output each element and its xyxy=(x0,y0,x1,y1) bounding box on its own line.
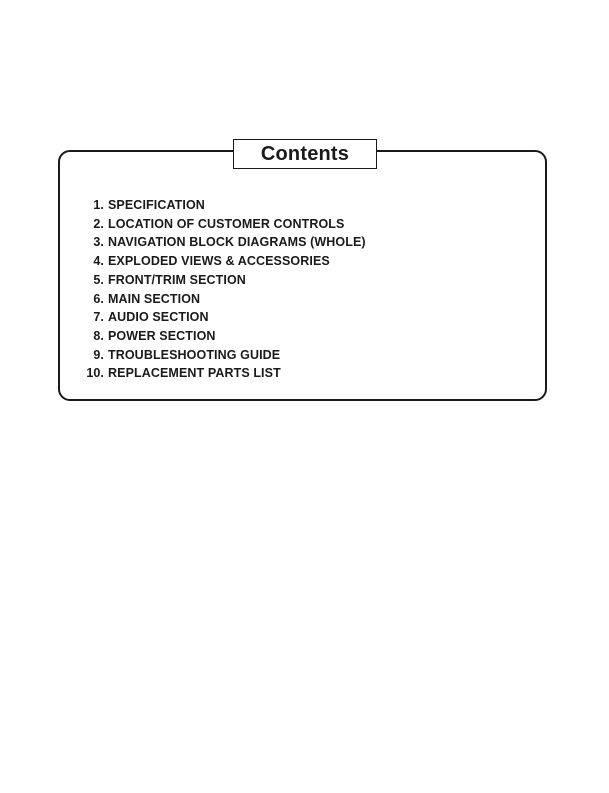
toc-item-number: 6. xyxy=(93,291,104,306)
toc-item-label: AUDIO SECTION xyxy=(108,310,209,325)
toc-item-label: FRONT/TRIM SECTION xyxy=(108,272,246,287)
toc-item-label: POWER SECTION xyxy=(108,328,216,343)
toc-item-number: 8. xyxy=(93,328,104,343)
toc-item-label: MAIN SECTION xyxy=(108,291,201,306)
table-of-contents xyxy=(86,196,366,383)
toc-item-label: TROUBLESHOOTING GUIDE xyxy=(108,347,281,362)
toc-item-number: 3. xyxy=(93,235,104,250)
toc-item-number: 2. xyxy=(93,216,104,231)
toc-item-label: EXPLODED VIEWS & ACCESSORIES xyxy=(108,254,330,269)
toc-item xyxy=(86,308,366,327)
toc-item xyxy=(86,327,366,346)
toc-item-number: 1. xyxy=(93,198,104,212)
toc-item xyxy=(86,215,366,234)
toc-item-label: NAVIGATION BLOCK DIAGRAMS (WHOLE) xyxy=(108,235,366,250)
toc-item-number: 9. xyxy=(93,347,104,362)
toc-item-number: 4. xyxy=(93,254,104,269)
toc-item xyxy=(86,346,366,365)
toc-item-number: 7. xyxy=(93,310,104,325)
toc-item-number: 5. xyxy=(93,272,104,287)
toc-item-number: 10. xyxy=(86,366,104,381)
toc-item-label: LOCATION OF CUSTOMER CONTROLS xyxy=(108,216,345,231)
toc-item xyxy=(86,233,366,252)
toc-item xyxy=(86,196,366,215)
toc-item xyxy=(86,252,366,271)
toc-item xyxy=(86,364,366,383)
toc-item xyxy=(86,290,366,309)
contents-title-box xyxy=(233,139,377,169)
toc-item-label: REPLACEMENT PARTS LIST xyxy=(108,366,281,381)
contents-title: Contents xyxy=(260,142,350,165)
toc-item-label: SPECIFICATION xyxy=(108,198,205,212)
toc-item xyxy=(86,271,366,290)
